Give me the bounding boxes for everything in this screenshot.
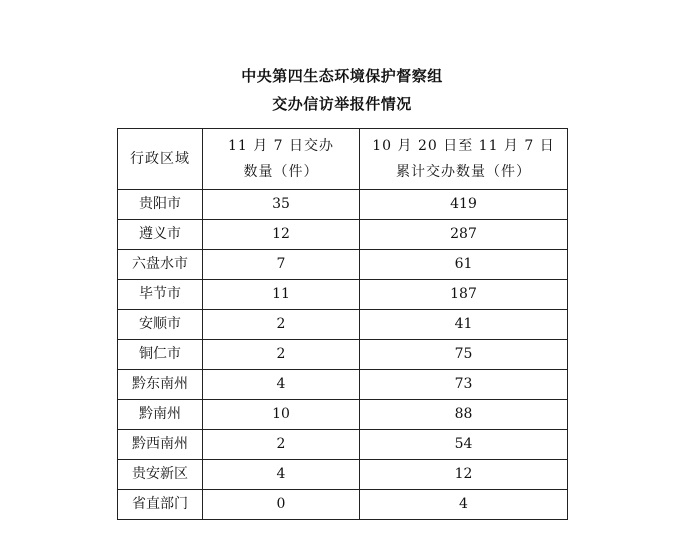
cell-region: 省直部门 — [118, 490, 203, 520]
cell-daily: 4 — [203, 460, 360, 490]
document-subtitle: 交办信访举报件情况 — [272, 95, 412, 113]
cell-daily: 7 — [203, 250, 360, 280]
cell-region: 遵义市 — [118, 220, 203, 250]
table-header-row — [118, 129, 568, 190]
cell-total: 88 — [360, 400, 568, 430]
table-row — [118, 460, 568, 490]
cell-region: 黔西南州 — [118, 430, 203, 460]
cell-daily: 35 — [203, 190, 360, 220]
cell-total: 54 — [360, 430, 568, 460]
cell-daily: 2 — [203, 340, 360, 370]
cell-daily: 0 — [203, 490, 360, 520]
table-row — [118, 400, 568, 430]
table-row — [118, 250, 568, 280]
header-total-line2: 累计交办数量（件） — [396, 164, 531, 180]
cell-region: 铜仁市 — [118, 340, 203, 370]
table-row — [118, 190, 568, 220]
cell-region: 贵安新区 — [118, 460, 203, 490]
cell-daily: 10 — [203, 400, 360, 430]
cell-total: 61 — [360, 250, 568, 280]
cell-daily: 4 — [203, 370, 360, 400]
table-row — [118, 370, 568, 400]
cell-daily: 2 — [203, 310, 360, 340]
table-row — [118, 220, 568, 250]
complaints-table — [117, 128, 568, 520]
table-row — [118, 490, 568, 520]
header-region: 行政区域 — [118, 129, 203, 190]
cell-region: 黔南州 — [118, 400, 203, 430]
header-total-count — [360, 129, 568, 190]
header-daily-line1: 11 月 7 日交办 — [227, 138, 335, 154]
cell-region: 黔东南州 — [118, 370, 203, 400]
cell-region: 安顺市 — [118, 310, 203, 340]
table-row — [118, 280, 568, 310]
cell-daily: 11 — [203, 280, 360, 310]
cell-total: 187 — [360, 280, 568, 310]
cell-total: 75 — [360, 340, 568, 370]
header-daily-line2: 数量（件） — [243, 164, 319, 180]
cell-region: 毕节市 — [118, 280, 203, 310]
cell-daily: 12 — [203, 220, 360, 250]
table-row — [118, 310, 568, 340]
cell-region: 贵阳市 — [118, 190, 203, 220]
table-row — [118, 340, 568, 370]
cell-region: 六盘水市 — [118, 250, 203, 280]
cell-total: 41 — [360, 310, 568, 340]
cell-total: 12 — [360, 460, 568, 490]
cell-total: 287 — [360, 220, 568, 250]
document-title: 中央第四生态环境保护督察组 — [241, 67, 443, 85]
header-daily-count — [203, 129, 360, 190]
cell-daily: 2 — [203, 430, 360, 460]
table-row — [118, 430, 568, 460]
header-total-line1: 10 月 20 日至 11 月 7 日 — [372, 138, 555, 154]
cell-total: 4 — [360, 490, 568, 520]
cell-total: 419 — [360, 190, 568, 220]
cell-total: 73 — [360, 370, 568, 400]
